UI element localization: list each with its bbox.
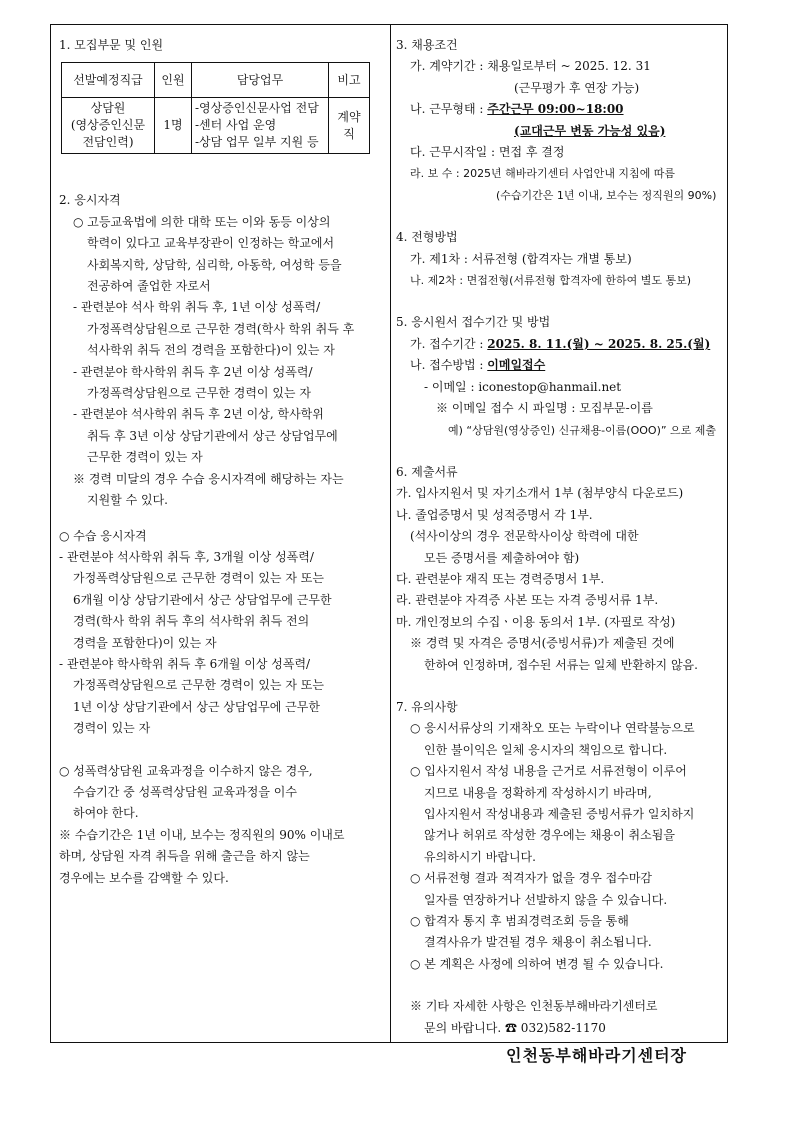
table-header: 인원 — [155, 63, 192, 98]
text-line: 6개월 이상 상담기관에서 상근 상담업무에 근무한 — [73, 592, 332, 607]
text-line: - 관련분야 학사학위 취득 후 2년 이상 성폭력/ — [73, 364, 313, 379]
section-5-title: 5. 응시원서 접수기간 및 방법 — [396, 315, 551, 330]
text-line: 수습기간 중 성폭력상담원 교육과정을 이수 — [73, 784, 297, 799]
text-line: ○ 응시서류상의 기재착오 또는 누락이나 연락불능으로 — [410, 721, 695, 736]
table-header: 비고 — [329, 63, 370, 98]
text-line: 경력(학사 학위 취득 후의 석사학위 취득 전의 — [73, 614, 310, 629]
text-line: 모든 증명서를 제출하여야 함) — [424, 550, 580, 565]
section-6-title: 6. 제출서류 — [396, 464, 458, 479]
rank-line: 상담원 — [90, 101, 126, 116]
text-line: 경력을 포함한다)이 있는 자 — [73, 635, 217, 650]
text-line: ○ 서류전형 결과 적격자가 없을 경우 접수마감 — [410, 871, 653, 886]
text-line: 유의하시기 바랍니다. — [424, 849, 536, 864]
text-line: (석사이상의 경우 전문학사이상 학력에 대한 — [410, 529, 639, 544]
text-line: 가정폭력상담원으로 근무한 경력(학사 학위 취득 후 — [87, 321, 355, 336]
table-cell-duties — [192, 98, 329, 154]
text-line: ○ 본 계획은 사정에 의하여 변경 될 수 있습니다. — [410, 956, 664, 971]
text-line: ※ 경력 및 자격은 증명서(증빙서류)가 제출된 것에 — [410, 636, 675, 651]
text-line: 석사학위 취득 전의 경력을 포함한다)이 있는 자 — [87, 343, 335, 358]
text-line: 일자를 연장하거나 선발하지 않을 수 있습니다. — [424, 892, 668, 907]
work-type-label: 나. 근무형태 : — [410, 102, 488, 117]
notice-frame — [50, 24, 728, 1043]
method-value: 이메일접수 — [487, 358, 546, 373]
duty-line: -센터 사업 운영 — [195, 118, 277, 133]
text-line: 지원할 수 있다. — [87, 493, 168, 508]
text-line: 한하여 인정하며, 접수된 서류는 일체 반환하지 않음. — [424, 657, 698, 672]
text-line: (수습기간은 1년 이내, 보수는 정직원의 90%) — [496, 188, 717, 202]
text-line: 취득 후 3년 이상 상담기관에서 상근 상담업무에 — [87, 428, 338, 443]
text-line: 라. 보 수 : 2025년 해바라기센터 사업안내 지침에 따름 — [410, 167, 676, 181]
text-line: ○ 고등교육법에 의한 대학 또는 이와 동등 이상의 — [73, 214, 331, 229]
issuer-signature: 인천동부해바라기센터장 — [506, 1046, 688, 1065]
section-1-title: 1. 모집부문 및 인원 — [59, 38, 164, 52]
text-line: 하며, 상담원 자격 취득을 위해 출근을 하지 않는 — [59, 849, 310, 864]
text-line: ○ 합격자 통지 후 범죄경력조회 등을 통해 — [410, 914, 629, 929]
text-line: ※ 수습기간은 1년 이내, 보수는 정직원의 90% 이내로 — [59, 827, 345, 842]
text-line: 학력이 있다고 교육부장관이 인정하는 학교에서 — [87, 236, 335, 251]
text-line: 다. 관련분야 재직 또는 경력증명서 1부. — [396, 571, 605, 586]
table-cell-note: 계약직 — [329, 98, 370, 154]
text-line: 지므로 내용을 정확하게 작성하시기 바라며, — [424, 785, 652, 800]
column-divider — [390, 25, 391, 1042]
text-line: ※ 경력 미달의 경우 수습 응시자격에 해당하는 자는 — [73, 471, 344, 486]
section-4-title: 4. 전형방법 — [396, 230, 458, 245]
period-label: 가. 접수기간 : — [410, 336, 488, 351]
text-line: 입사지원서 작성내용과 제출된 증빙서류가 일치하지 — [424, 807, 695, 821]
text-line: ○ 성폭력상담원 교육과정을 이수하지 않은 경우, — [59, 763, 313, 778]
work-type-note: (교대근무 변동 가능성 있음) — [514, 123, 666, 138]
text-line: 가. 입사지원서 및 자기소개서 1부 (첨부양식 다운로드) — [396, 486, 684, 501]
text-line: 나. 제2차 : 면접전형(서류전형 합격자에 한하여 별도 통보) — [410, 274, 692, 288]
period-value: 2025. 8. 11.(월) ~ 2025. 8. 25.(월) — [487, 336, 711, 351]
text-line: 하여야 한다. — [73, 806, 139, 821]
text-line: 가정폭력상담원으로 근무한 경력이 있는 자 — [87, 386, 311, 401]
duty-line: -상담 업무 일부 지원 등 — [195, 135, 319, 150]
table-header: 선발예정직급 — [62, 63, 155, 98]
text-line: 가정폭력상담원으로 근무한 경력이 있는 자 또는 — [73, 678, 324, 693]
text-line: ○ 입사지원서 작성 내용을 근거로 서류전형이 이루어 — [410, 764, 687, 779]
text-line: 근무한 경력이 있는 자 — [87, 450, 203, 465]
text-line: 인한 불이익은 일체 응시자의 책임으로 합니다. — [424, 742, 668, 757]
section-7-title: 7. 유의사항 — [396, 699, 458, 714]
email-line[interactable]: - 이메일 : iconestop@hanmail.net — [424, 379, 622, 394]
text-line: - 관련분야 석사 학위 취득 후, 1년 이상 성폭력/ — [73, 300, 321, 315]
work-type-value: 주간근무 09:00~18:00 — [487, 102, 624, 117]
text-line: 가. 계약기간 : 채용일로부터 ~ 2025. 12. 31 — [410, 59, 651, 74]
text-line: - 관련분야 석사학위 취득 후 2년 이상, 학사학위 — [73, 407, 324, 422]
text-line: 라. 관련분야 자격증 사본 또는 자격 증빙서류 1부. — [396, 593, 659, 608]
text-line: 사회복지학, 상담학, 심리학, 아동학, 여성학 등을 — [87, 257, 342, 272]
text-line: 1년 이상 상담기관에서 상근 상담업무에 근무한 — [73, 699, 320, 714]
text-line: 가정폭력상담원으로 근무한 경력이 있는 자 또는 — [73, 571, 324, 586]
text-line: 다. 근무시작일 : 면접 후 결정 — [410, 145, 565, 160]
section-3-title: 3. 채용조건 — [396, 38, 458, 52]
rank-line: 전담인력) — [82, 135, 134, 150]
period-line — [396, 334, 726, 355]
table-header-row — [62, 63, 370, 98]
text-line: 나. 졸업증명서 및 성적증명서 각 1부. — [396, 507, 593, 522]
rank-line: (영상증인신문 — [70, 118, 146, 133]
section-2-title: 2. 응시자격 — [59, 193, 121, 208]
table-header: 담당업무 — [192, 63, 329, 98]
table-cell-count: 1명 — [155, 98, 192, 154]
text-line: 않거나 허위로 작성한 경우에는 채용이 취소됨을 — [424, 828, 675, 843]
method-line — [396, 355, 726, 376]
left-column — [59, 25, 383, 889]
work-type-line — [396, 99, 726, 120]
right-column — [396, 25, 726, 1039]
text-line: 경력이 있는 자 — [73, 721, 151, 736]
method-label: 나. 접수방법 : — [410, 358, 488, 373]
text-line: 결격사유가 발견될 경우 채용이 취소됩니다. — [424, 935, 652, 950]
text-line: 전공하여 졸업한 자로서 — [87, 279, 211, 294]
text-line: - 관련분야 학사학위 취득 후 6개월 이상 성폭력/ — [59, 656, 311, 671]
recruit-table — [61, 62, 370, 154]
table-cell-rank — [62, 98, 155, 154]
trainee-title: ○ 수습 응시자격 — [59, 528, 147, 543]
text-line: 마. 개인정보의 수집ㆍ이용 동의서 1부. (자필로 작성) — [396, 614, 676, 629]
text-line: 가. 제1차 : 서류전형 (합격자는 개별 통보) — [410, 251, 632, 266]
text-line: ※ 이메일 접수 시 파일명 : 모집부문-이름 — [436, 401, 653, 416]
table-row — [62, 98, 370, 154]
duty-line: -영상증인신문사업 전담 — [195, 101, 319, 116]
text-line: 예) “상담원(영상증인) 신규채용-이름(OOO)” 으로 제출 — [448, 423, 717, 437]
text-line: 경우에는 보수를 감액할 수 있다. — [59, 870, 229, 885]
text-line: ※ 기타 자세한 사항은 인천동부해바라기센터로 — [410, 999, 658, 1014]
text-line: (근무평가 후 연장 가능) — [514, 80, 640, 95]
contact-line: 문의 바랍니다. ☎ 032)582-1170 — [424, 1020, 606, 1035]
text-line: - 관련분야 석사학위 취득 후, 3개월 이상 성폭력/ — [59, 549, 314, 564]
